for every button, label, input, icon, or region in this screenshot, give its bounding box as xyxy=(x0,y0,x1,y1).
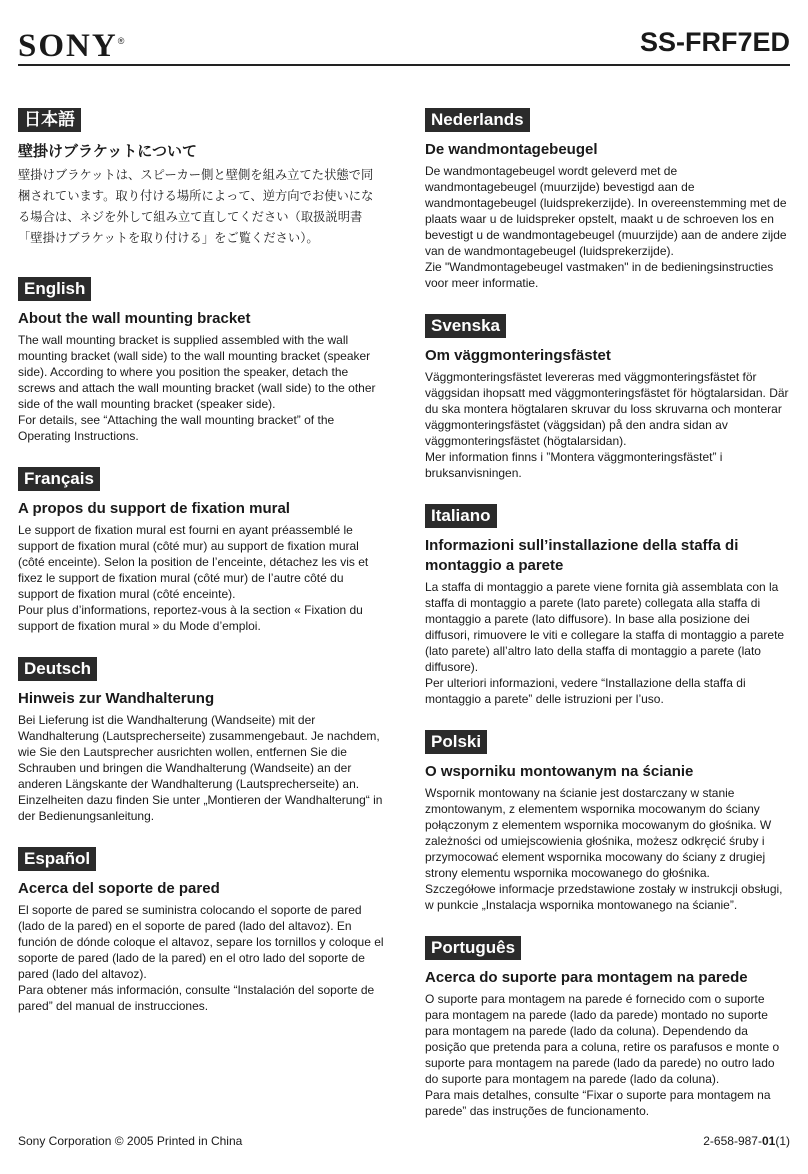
paragraph: Einzelheiten dazu finden Sie unter „Montieren der Wandhalterung“ in der Bedienungsanleitung. xyxy=(18,793,383,823)
section-heading: Om väggmonteringsfästet xyxy=(425,347,611,364)
section-heading: Informazioni sull’installazione della staffa di montaggio a parete xyxy=(425,537,739,574)
paragraph: Väggmonteringsfästet levereras med väggmonteringsfästet för väggsidan ihopsatt med väggmonteringsfästet för högtalarsidan. Där du ska montera högtalaren skruvar du loss skruvarna och monterar väggmonteringsfästet (väggsidan) på den andra sidan av väggmonteringsfästet (högtalarsidan). xyxy=(425,370,789,448)
section-heading: De wandmontagebeugel xyxy=(425,141,598,158)
section-dutch xyxy=(425,108,791,291)
paragraph: Szczegółowe informacje przedstawione zostały w instrukcji obsługi, w punkcie „Instalacja wspornika montowanego na ścianie”. xyxy=(425,882,783,912)
section-body xyxy=(18,712,384,824)
section-italian xyxy=(425,504,791,707)
paragraph: For details, see “Attaching the wall mounting bracket” of the Operating Instructions. xyxy=(18,413,335,443)
section-heading: A propos du support de fixation mural xyxy=(18,500,290,517)
language-tag: 日本語 xyxy=(18,108,81,132)
section-french xyxy=(18,467,384,634)
section-german xyxy=(18,657,384,824)
language-tag: Español xyxy=(18,847,96,871)
section-body xyxy=(18,902,384,1014)
language-tag: Italiano xyxy=(425,504,497,528)
section-body xyxy=(425,163,791,291)
language-tag: Deutsch xyxy=(18,657,97,681)
paragraph: Para obtener más información, consulte “Instalación del soporte de pared” del manual de instrucciones. xyxy=(18,983,375,1013)
paragraph: Mer information finns i ”Montera väggmonteringsfästet” i bruksanvisningen. xyxy=(425,450,723,480)
paragraph: Wspornik montowany na ścianie jest dostarczany w stanie zmontowanym, z elementem wspornika mocowanym do ściany połączonym z elementem wspornika mocowanym do głośnika. W zależności od umiejscowienia głośnika, możesz odkręcić śruby i przymocować element wspornika mocowany do ściany z drugiej strony elementu wspornika mocowanego do głośnika. xyxy=(425,786,772,880)
paragraph: Pour plus d’informations, reportez-vous à la section « Fixation du support de fixation mural » du Mode d’emploi. xyxy=(18,603,363,633)
section-swedish xyxy=(425,314,791,481)
footer-copyright: Sony Corporation © 2005 Printed in China xyxy=(18,1134,243,1148)
paragraph: The wall mounting bracket is supplied assembled with the wall mounting bracket (wall side) to the wall mounting bracket (speaker side). According to where you position the speaker, detach the screws and attach the wall mounting bracket (wall side) to the other side of the wall mounting bracket (speaker side). xyxy=(18,333,376,411)
paragraph: Per ulteriori informazioni, vedere “Installazione della staffa di montaggio a parete” delle istruzioni per l’uso. xyxy=(425,676,746,706)
section-english xyxy=(18,277,384,444)
model-number: SS-FRF7ED xyxy=(639,27,790,57)
section-heading: Hinweis zur Wandhalterung xyxy=(18,690,215,707)
section-polish xyxy=(425,730,791,913)
language-tag: Polski xyxy=(425,730,487,754)
right-column xyxy=(425,108,791,1119)
paragraph: La staffa di montaggio a parete viene fornita già assemblata con la staffa di montaggio a parete (lato parete) collegata alla staffa di montaggio a parete (lato diffusore). In base alla posizione dei diffusori, rimuovere le viti e collegare la staffa di montaggio a parete (lato parete) all’altro lato della staffa di montaggio a parete (lato diffusore). xyxy=(425,580,785,674)
language-tag: English xyxy=(18,277,91,301)
paragraph: El soporte de pared se suministra colocando el soporte de pared (lado de la pared) en el soporte de pared (lado del altavoz). En función de dónde coloque el altavoz, separe los tornillos y coloque el soporte de pared (lado de la pared) en el otro lado del soporte de pared (lado del altavoz). xyxy=(18,903,384,981)
section-body xyxy=(425,991,791,1119)
paragraph: O suporte para montagem na parede é fornecido com o suporte para montagem na parede (lado da parede) montado no suporte para montagem na parede (lado da coluna). Dependendo da posição que pretenda para a coluna, retire os parafusos e monte o suporte para montagem na parede (lado da parede) no outro lado do suporte para montagem na parede (lado da coluna). xyxy=(425,992,780,1086)
section-body xyxy=(18,165,384,249)
section-japanese xyxy=(18,108,384,249)
paragraph: Bei Lieferung ist die Wandhalterung (Wandseite) mit der Wandhalterung (Lautsprecherseite) zusammengebaut. Je nachdem, wie Sie den Lautsprecher ausrichten wollen, entfernen Sie die Schrauben und bringen die Wandhalterung (Wandseite) an der anderen Längskante der Wandhalterung (Lautsprecherseite) an. xyxy=(18,713,380,791)
language-tag: Nederlands xyxy=(425,108,530,132)
section-heading: 壁掛けブラケットについて xyxy=(18,143,197,160)
sony-logo: SONY® xyxy=(18,28,125,64)
language-tag: Français xyxy=(18,467,100,491)
section-body xyxy=(425,785,791,913)
section-portuguese xyxy=(425,936,791,1119)
page-header xyxy=(18,20,790,66)
paragraph: Le support de fixation mural est fourni en ayant préassemblé le support de fixation mural (côté mur) au support de fixation mural (côté enceinte). Selon la position de l’enceinte, détachez les vis et fixez le support de fixation mural (côté mur) de l’autre côté du support de fixation mural (côté enceinte). xyxy=(18,523,369,601)
language-tag: Português xyxy=(425,936,521,960)
section-heading: Acerca do suporte para montagem na parede xyxy=(425,969,748,986)
paragraph: Para mais detalhes, consulte “Fixar o suporte para montagem na parede” das instruções de funcionamento. xyxy=(425,1088,771,1118)
paragraph: Zie "Wandmontagebeugel vastmaken" in de bedieningsinstructies voor meer informatie. xyxy=(425,260,774,290)
section-spanish xyxy=(18,847,384,1014)
section-body xyxy=(425,369,791,481)
section-heading: Acerca del soporte de pared xyxy=(18,880,220,897)
section-heading: About the wall mounting bracket xyxy=(18,310,251,327)
paragraph: 壁掛けブラケットは、スピーカー側と壁側を組み立てた状態で同梱されています。取り付ける場所によって、逆方向でお使いになる場合は、ネジを外して組み立て直してください（取扱説明書「壁掛けブラケットを取り付ける」をご覧ください）。 xyxy=(18,168,374,245)
paragraph: De wandmontagebeugel wordt geleverd met de wandmontagebeugel (muurzijde) bevestigd aan de wandmontagebeugel (luidsprekerzijde). In overeenstemming met de plaats waar u de luidspreker opstelt, maakt u de schroeven los en bevestigt u de wandmontagebeugel (muurzijde) aan de andere zijde van de wandmontagebeugel (luidsprekerzijde). xyxy=(425,164,787,258)
footer-part-number: 2-658-987-01(1) xyxy=(703,1134,790,1148)
language-tag: Svenska xyxy=(425,314,506,338)
left-column xyxy=(18,108,384,1014)
section-body xyxy=(18,332,384,444)
section-body xyxy=(425,579,791,707)
section-heading: O wsporniku montowanym na ścianie xyxy=(425,763,694,780)
section-body xyxy=(18,522,384,634)
